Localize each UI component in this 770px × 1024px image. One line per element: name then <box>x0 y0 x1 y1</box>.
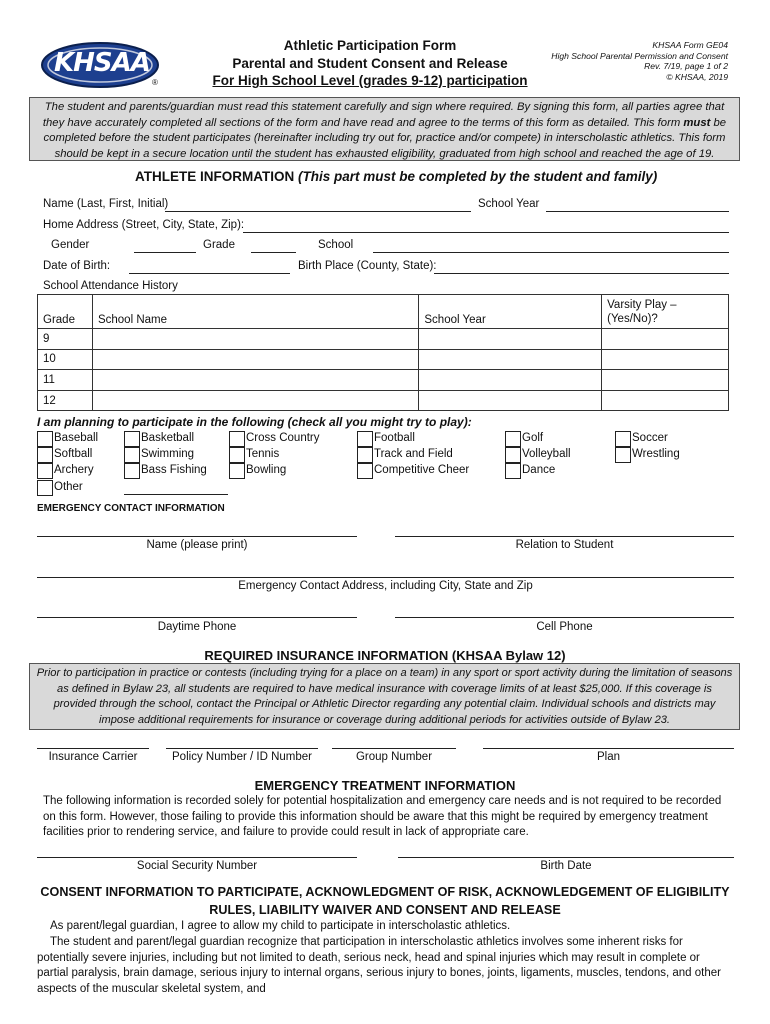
sport-label-tennis: Tennis <box>246 448 280 460</box>
daytime-phone-label: Daytime Phone <box>157 621 237 633</box>
address-label: Home Address (Street, City, State, Zip): <box>43 219 245 231</box>
emergency-relation-label: Relation to Student <box>515 539 614 551</box>
sport-label-competitive-cheer: Competitive Cheer <box>374 464 470 476</box>
cell-phone-field[interactable] <box>395 617 734 618</box>
group-number-label: Group Number <box>355 751 433 763</box>
grade-cell: 10 <box>38 349 93 370</box>
school-name-cell[interactable] <box>92 329 418 350</box>
sport-label-archery: Archery <box>54 464 94 476</box>
name-label: Name (Last, First, Initial) <box>43 198 169 210</box>
insurance-box <box>29 663 740 730</box>
form-title-line2: Parental and Student Consent and Release <box>232 56 508 71</box>
checkbox-dance[interactable] <box>505 463 521 479</box>
header-school-name: School Name <box>92 295 418 329</box>
intro-box <box>29 97 740 161</box>
varsity-cell[interactable] <box>602 349 729 370</box>
form-info-rev: Rev. 7/19, page 1 of 2 <box>644 61 728 72</box>
grade-field[interactable] <box>251 252 296 253</box>
consent-heading-line1: CONSENT INFORMATION TO PARTICIPATE, ACKNOWLEDGMENT OF RISK, ACKNOWLEDGEMENT OF ELIGIBILITY <box>40 885 730 899</box>
address-field[interactable] <box>243 232 729 233</box>
school-year-cell[interactable] <box>419 349 602 370</box>
varsity-cell[interactable] <box>602 370 729 391</box>
table-row <box>38 329 729 350</box>
dob-label: Date of Birth: <box>43 260 111 272</box>
school-name-cell[interactable] <box>92 370 418 391</box>
school-year-field[interactable] <box>546 211 729 212</box>
checkbox-competitive-cheer[interactable] <box>357 463 373 479</box>
sport-label-soccer: Soccer <box>632 432 668 444</box>
emergency-address-field[interactable] <box>37 577 734 578</box>
insurance-heading: REQUIRED INSURANCE INFORMATION (KHSAA Bylaw 12) <box>204 648 566 663</box>
consent-paragraph-1: As parent/legal guardian, I agree to allow my child to participate in interscholastic athletics. <box>50 920 511 932</box>
school-name-cell[interactable] <box>92 390 418 411</box>
checkbox-bass-fishing[interactable] <box>124 463 140 479</box>
emergency-address-label: Emergency Contact Address, including City, State and Zip <box>238 580 533 592</box>
grade-cell: 12 <box>38 390 93 411</box>
checkbox-golf[interactable] <box>505 431 521 447</box>
birth-date-label: Birth Date <box>540 860 592 872</box>
checkbox-swimming[interactable] <box>124 447 140 463</box>
policy-number-label: Policy Number / ID Number <box>172 751 312 763</box>
school-year-cell[interactable] <box>419 370 602 391</box>
emergency-heading: EMERGENCY CONTACT INFORMATION <box>37 503 225 514</box>
header-school-year: School Year <box>419 295 602 329</box>
plan-field[interactable] <box>483 748 734 749</box>
daytime-phone-field[interactable] <box>37 617 357 618</box>
checkbox-cross-country[interactable] <box>229 431 245 447</box>
sport-label-softball: Softball <box>54 448 93 460</box>
policy-number-field[interactable] <box>166 748 318 749</box>
form-info-desc: High School Parental Permission and Consent <box>551 50 728 61</box>
ssn-label: Social Security Number <box>136 860 258 872</box>
sport-label-other: Other <box>54 481 83 493</box>
checkbox-baseball[interactable] <box>37 431 53 447</box>
sport-label-golf: Golf <box>522 432 544 444</box>
birthplace-field[interactable] <box>434 273 729 274</box>
consent-paragraph-2 <box>37 935 734 997</box>
gender-field[interactable] <box>134 252 196 253</box>
school-year-cell[interactable] <box>419 329 602 350</box>
intro-text: The student and parents/guardian must read this statement carefully and sign where required. By signing this form, all parties agree that they have accurately completed all sections of the form and have read and agree to the terms of this form as detailed. This form must be completed before the student participates (hereinafter including try out for, practice and/or compete) in interscholastic athletics. This form should be kept in a secure location until the student has exhausted eligibility, graduated from high school and reached the age of 19. <box>42 101 727 160</box>
grade-label: Grade <box>203 239 235 251</box>
form-info <box>545 40 728 82</box>
consent-paragraph-2-text: The student and parent/legal guardian recognize that participation in interscholastic athletics involves some inherent risks for potentially severe injuries, including but not limited to death, serious neck, head and spinal injuries which may result in complete or partial paralysis, brain damage, serious injury to internal organs, serious injury to bones, joints, ligaments, muscles, tendons, and other aspects of the muscular skeletal system, and <box>37 936 721 995</box>
table-row <box>38 349 729 370</box>
sport-label-dance: Dance <box>522 464 556 476</box>
sport-label-bass-fishing: Bass Fishing <box>141 464 207 476</box>
form-info-copyright: © KHSAA, 2019 <box>666 71 728 82</box>
athlete-heading: ATHLETE INFORMATION (This part must be completed by the student and family) <box>135 169 658 184</box>
sport-label-track-and-field: Track and Field <box>374 448 453 460</box>
emergency-name-field[interactable] <box>37 536 357 537</box>
grade-cell: 11 <box>38 370 93 391</box>
form-title-line3: For High School Level (grades 9-12) participation <box>212 73 528 88</box>
insurance-carrier-label: Insurance Carrier <box>48 751 138 763</box>
varsity-cell[interactable] <box>602 329 729 350</box>
khsaa-logo <box>40 40 162 90</box>
logo-registered: ® <box>152 78 158 87</box>
varsity-cell[interactable] <box>602 390 729 411</box>
school-label: School <box>318 239 354 251</box>
insurance-carrier-field[interactable] <box>37 748 149 749</box>
sport-label-football: Football <box>374 432 415 444</box>
name-field[interactable] <box>165 211 471 212</box>
birth-date-field[interactable] <box>398 857 734 858</box>
table-row <box>38 390 729 411</box>
header-varsity: Varsity Play – (Yes/No)? <box>602 295 729 329</box>
sport-label-basketball: Basketball <box>141 432 195 444</box>
checkbox-track-and-field[interactable] <box>357 447 373 463</box>
form-info-number: KHSAA Form GE04 <box>652 40 728 50</box>
history-label: School Attendance History <box>43 280 178 292</box>
form-title-line1: Athletic Participation Form <box>283 38 457 53</box>
treatment-heading: EMERGENCY TREATMENT INFORMATION <box>254 778 516 793</box>
cell-phone-label: Cell Phone <box>536 621 593 633</box>
checkbox-bowling[interactable] <box>229 463 245 479</box>
sport-label-cross-country: Cross Country <box>246 432 320 444</box>
checkbox-softball[interactable] <box>37 447 53 463</box>
sport-label-baseball: Baseball <box>54 432 99 444</box>
checkbox-wrestling[interactable] <box>615 447 631 463</box>
table-row <box>38 370 729 391</box>
sport-label-bowling: Bowling <box>246 464 287 476</box>
sport-label-volleyball: Volleyball <box>522 448 571 460</box>
school-year-label: School Year <box>478 198 540 210</box>
sports-heading: I am planning to participate in the following (check all you might try to play): <box>37 415 472 429</box>
checkbox-soccer[interactable] <box>615 431 631 447</box>
treatment-text: The following information is recorded solely for potential hospitalization and emergency care needs and is not required to be recorded on this form. However, those failing to provide this information should be aware that this might be required by emergency treatment facilities prior to rendering service, and failure to provide could result in lack of appropriate care. <box>43 795 722 839</box>
consent-heading-line2: RULES, LIABILITY WAIVER AND CONSENT AND RELEASE <box>209 903 561 917</box>
checkbox-other[interactable] <box>37 480 53 496</box>
birthplace-label: Birth Place (County, State): <box>298 260 437 272</box>
sport-label-wrestling: Wrestling <box>632 448 680 460</box>
group-number-field[interactable] <box>332 748 456 749</box>
dob-field[interactable] <box>129 273 290 274</box>
grade-cell: 9 <box>38 329 93 350</box>
plan-label: Plan <box>596 751 621 763</box>
checkbox-basketball[interactable] <box>124 431 140 447</box>
attendance-history-table <box>37 294 729 411</box>
checkbox-tennis[interactable] <box>229 447 245 463</box>
checkbox-football[interactable] <box>357 431 373 447</box>
insurance-text: Prior to participation in practice or contests (including trying for a place on a team) in any sport or sport activity during the limitation of seasons as defined in Bylaw 23, all students are required to have medical insurance with coverage limits of at least $25,000. If this coverage is provided through the school, contact the Principal or Athletic Director regarding any potential claim. Individual schools and districts may impose additional requirements for insurance or coverage during additional periods for activities outside of Bylaw 23. <box>36 667 733 726</box>
gender-label: Gender <box>51 239 90 251</box>
logo-text: KHSAA <box>54 48 150 78</box>
other-sport-field[interactable] <box>124 494 228 495</box>
table-header-row <box>38 295 729 329</box>
sport-label-swimming: Swimming <box>141 448 195 460</box>
school-year-cell[interactable] <box>419 390 602 411</box>
emergency-relation-field[interactable] <box>395 536 734 537</box>
ssn-field[interactable] <box>37 857 357 858</box>
header-grade: Grade <box>38 295 93 329</box>
school-field[interactable] <box>373 252 729 253</box>
checkbox-archery[interactable] <box>37 463 53 479</box>
emergency-name-label: Name (please print) <box>146 539 248 551</box>
school-name-cell[interactable] <box>92 349 418 370</box>
checkbox-volleyball[interactable] <box>505 447 521 463</box>
